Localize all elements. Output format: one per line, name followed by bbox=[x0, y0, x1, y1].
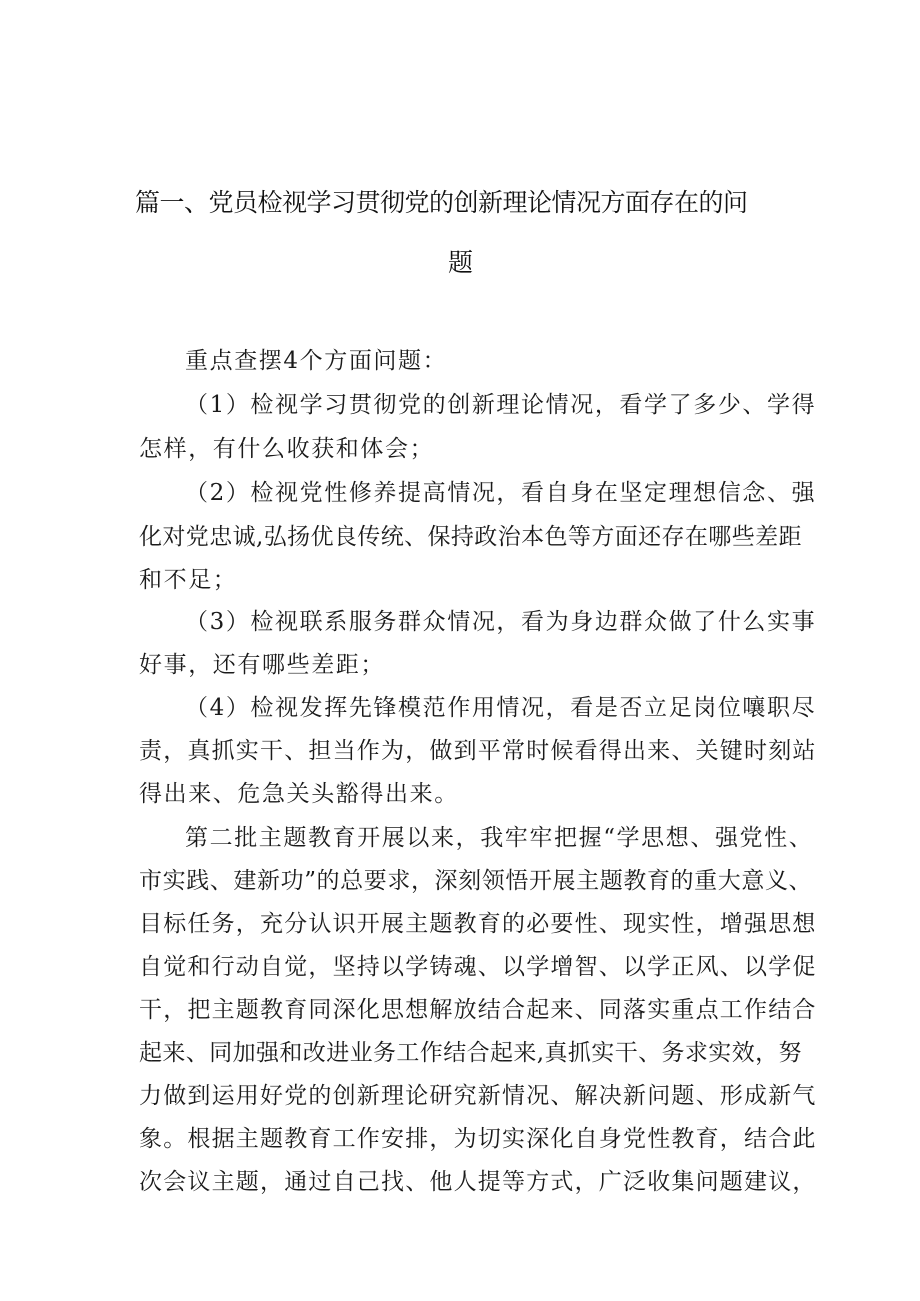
para-2-line-4: 自觉和行动自觉，坚持以学铸魂、以学增智、以学正风、以学促 bbox=[139, 954, 817, 980]
item-1-line-2: 怎样，有什么收获和体会； bbox=[139, 436, 435, 462]
document-title-line-1: 篇一、党员检视学习贯彻党的创新理论情况方面存在的问 bbox=[135, 188, 748, 217]
para-2-line-5: 干，把主题教育同深化思想解放结合起来、同落实重点工作结合 bbox=[139, 997, 817, 1023]
para-2-line-2: 市实践、建新功”的总要求，深刻领悟开展主题教育的重大意义、 bbox=[139, 868, 813, 894]
item-1-line-1: （1）检视学习贯彻党的创新理论情况，看学了多少、学得 bbox=[185, 392, 817, 418]
item-2-line-2: 化对党忠诚,弘扬优良传统、保持政治本色等方面还存在哪些差距 bbox=[139, 524, 802, 550]
item-4-line-2: 责，真抓实干、担当作为，做到平常时候看得出来、关键时刻站 bbox=[139, 738, 817, 764]
item-3-line-1: （3）检视联系服务群众情况，看为身边群众做了什么实事 bbox=[185, 609, 817, 635]
item-4-line-3: 得出来、危急关头豁得出来。 bbox=[139, 781, 459, 807]
para-2-line-1: 第二批主题教育开展以来，我牢牢把握“学思想、强党性、 bbox=[185, 825, 814, 851]
item-2-line-1: （2）检视党性修养提高情况，看自身在坚定理想信念、强 bbox=[185, 480, 817, 506]
section-intro-line: 重点查摆4个方面问题： bbox=[185, 348, 448, 374]
item-2-line-3: 和不足； bbox=[139, 567, 238, 593]
item-4-line-1: （4）检视发挥先锋模范作用情况，看是否立足岗位嚷职尽 bbox=[185, 695, 817, 721]
document-title-line-2: 题 bbox=[448, 248, 473, 277]
para-2-line-9: 次会议主题，通过自己找、他人提等方式，广泛收集问题建议， bbox=[139, 1169, 817, 1195]
para-2-line-7: 力做到运用好党的创新理论研究新情况、解决新问题、形成新气 bbox=[139, 1083, 817, 1109]
para-2-line-8: 象。根据主题教育工作安排，为切实深化自身党性教育，结合此 bbox=[139, 1126, 817, 1152]
para-2-line-3: 目标任务，充分认识开展主题教育的必要性、现实性，增强思想 bbox=[139, 911, 817, 937]
item-3-line-2: 好事，还有哪些差距； bbox=[139, 652, 385, 678]
para-2-line-6: 起来、同加强和改进业务工作结合起来,真抓实干、务求实效，努 bbox=[139, 1040, 802, 1066]
